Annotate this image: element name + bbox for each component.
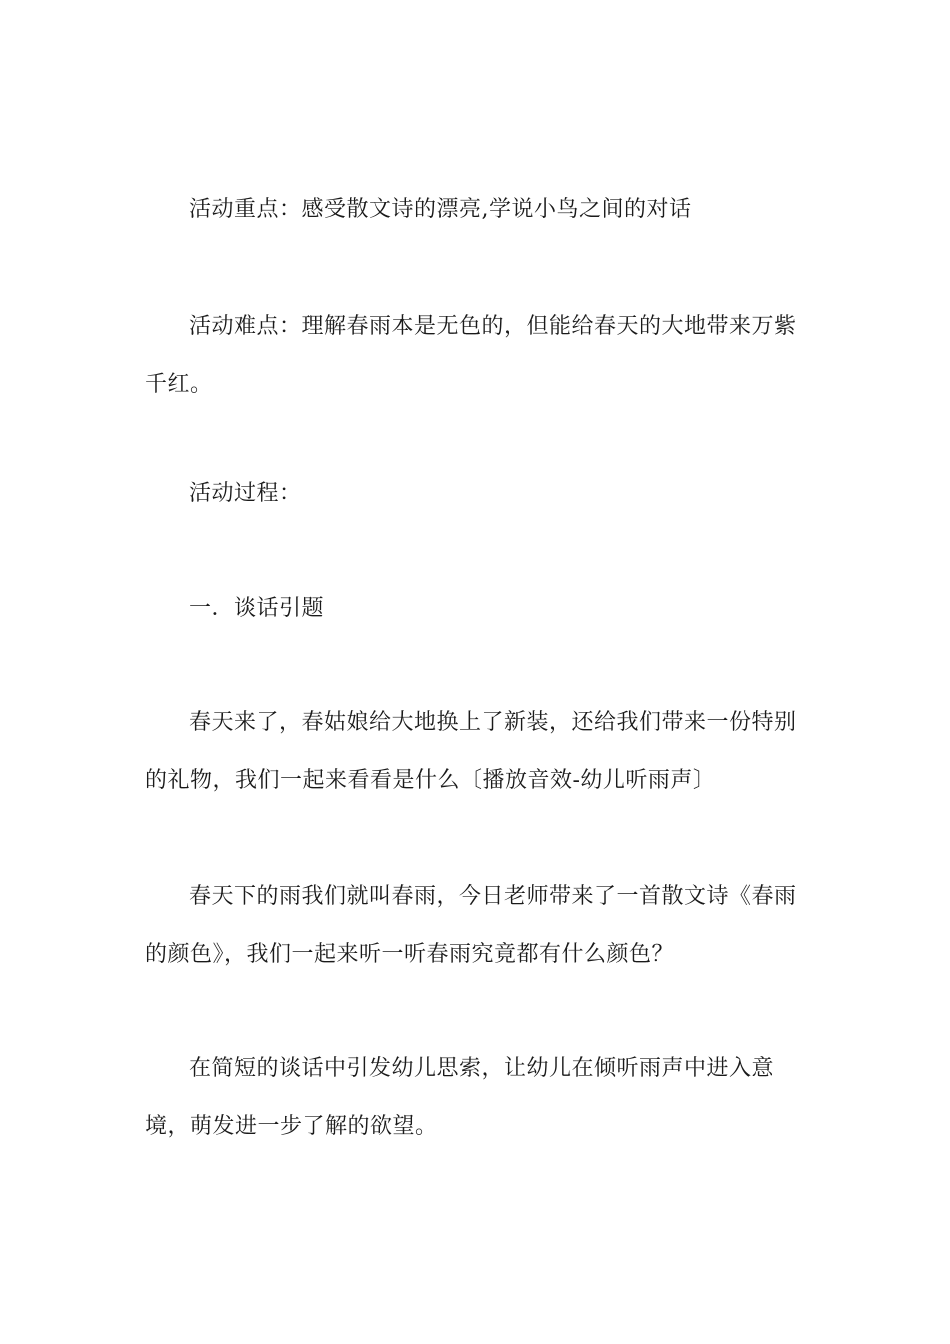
activity-process-heading: 活动过程： — [189, 481, 302, 506]
intro-paragraph-spring-rain: 春天下的雨我们就叫春雨，今日老师带来了一首散文诗《春雨的颜色》，我们一起来听一听春雨究竟都有什么颜色？ — [145, 884, 797, 967]
section-one-heading: 一．谈话引题 — [189, 596, 325, 621]
intro-paragraph-purpose: 在简短的谈话中引发幼儿思索，让幼儿在倾听雨声中进入意境，萌发进一步了解的欲望。 — [145, 1056, 775, 1139]
activity-key-point-paragraph: 活动重点：感受散文诗的漂亮,学说小鸟之间的对话 — [189, 197, 692, 222]
activity-difficulty-paragraph: 活动难点：理解春雨本是无色的，但能给春天的大地带来万紫千红。 — [145, 314, 797, 397]
intro-paragraph-spring: 春天来了，春姑娘给大地换上了新装，还给我们带来一份特别的礼物，我们一起来看看是什么〔播放音效-幼儿听雨声〕 — [145, 710, 797, 793]
